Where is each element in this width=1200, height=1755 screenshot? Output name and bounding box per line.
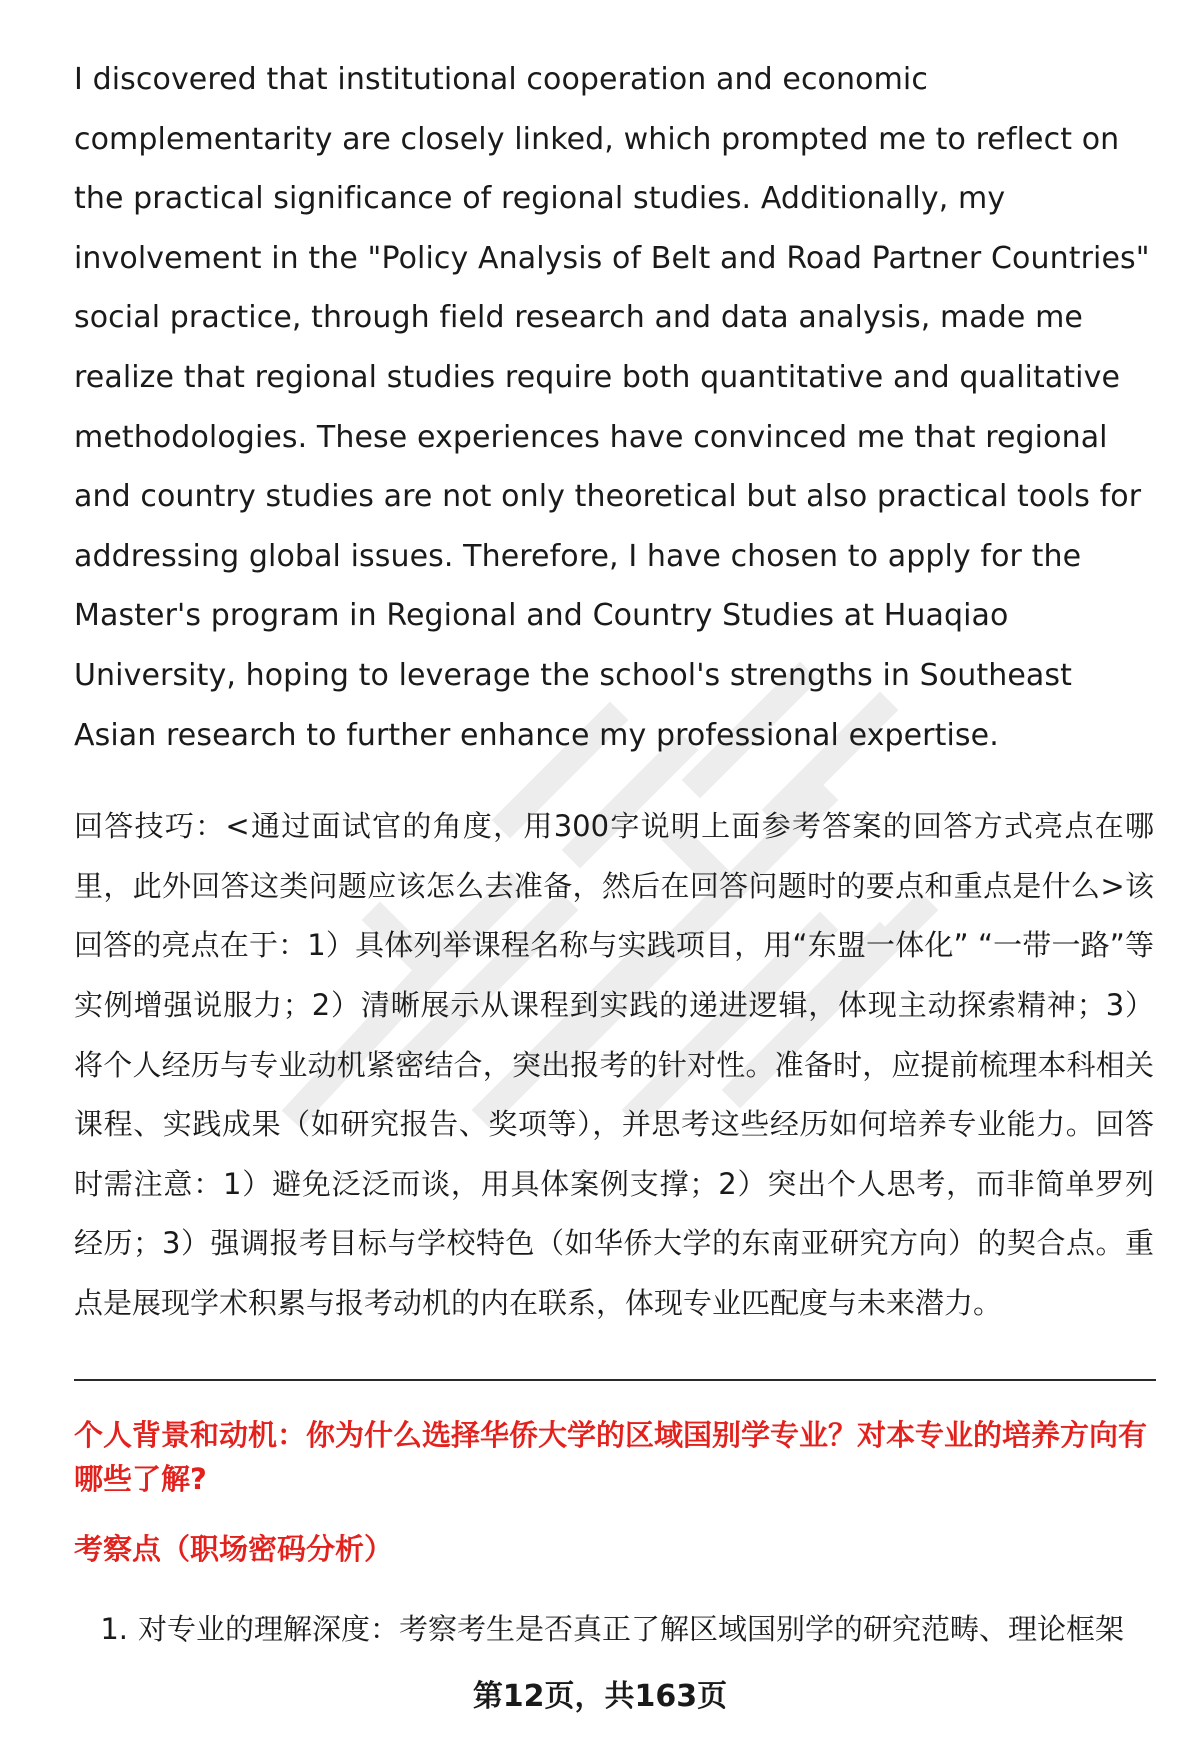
section-divider <box>74 1379 1156 1381</box>
body-paragraph-english: I discovered that institutional cooperation and economic complementarity are closely linked, which prompted me to reflect on the practical significance of regional studies. Additionally, my involvement in the "Policy Analysis of Belt and Road Partner Countries" social practice, through field research and data analysis, made me realize that regional studies require both quantitative and qualitative methodologies. These experiences have convinced me that regional and country studies are not only theoretical but also practical tools for addressing global issues. Therefore, I have chosen to apply for the Master's program in Regional and Country Studies at Huaqiao University, hoping to leverage the school's strengths in Southeast Asian research to further enhance my professional expertise. <box>74 62 1150 753</box>
list-item-text: 对专业的理解深度：考察考生是否真正了解区域国别学的研究范畴、理论框架 <box>138 1612 1125 1647</box>
answer-tips-paragraph: 回答技巧：<通过面试官的角度，用300字说明上面参考答案的回答方式亮点在哪里，此外回答这类问题应该怎么去准备，然后在回答问题时的要点和重点是什么>该回答的亮点在于：1）具体列举课程名称与实践项目，用“东盟一体化” “一带一路”等实例增强说服力；2）清晰展示从课程到实践的递进逻辑，体现主动探索精神；3）将个人经历与专业动机紧密结合，突出报考的针对性。准备时，应提前梳理本科相关课程、实践成果（如研究报告、奖项等），并思考这些经历如何培养专业能力。回答时需注意：1）避免泛泛而谈，用具体案例支撑；2）突出个人思考，而非简单罗列经历；3）强调报考目标与学校特色（如华侨大学的东南亚研究方向）的契合点。重点是展现学术积累与报考动机的内在联系，体现专业匹配度与未来潜力。 <box>74 809 1154 1320</box>
list-item <box>74 1607 1154 1651</box>
document-page <box>74 50 1154 1651</box>
interview-question-heading: 个人背景和动机：你为什么选择华侨大学的区域国别学专业？对本专业的培养方向有哪些了解? <box>74 1418 1148 1497</box>
assessment-points-heading: 考察点（职场密码分析） <box>74 1532 394 1567</box>
list-item-number: 1. <box>100 1612 128 1647</box>
page-number-footer: 第12页，共163页 <box>472 1679 728 1714</box>
